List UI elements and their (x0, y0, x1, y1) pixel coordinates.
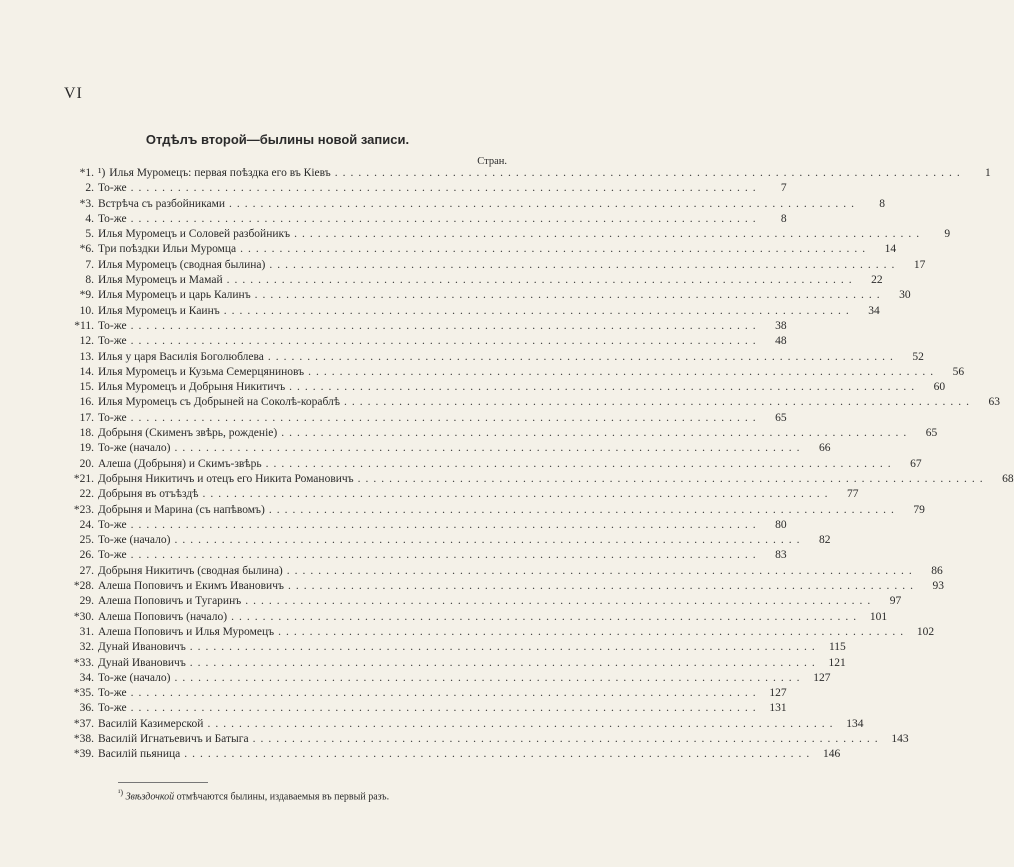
leader-dots: ................................................................................ (308, 365, 939, 378)
entry-page: 127 (769, 687, 787, 700)
entry-page: 134 (846, 717, 864, 730)
leader-dots: ................................................................................ (281, 427, 912, 440)
entry-page: 101 (869, 610, 888, 623)
entry-number: 7. (85, 258, 94, 271)
entry-title (94, 610, 227, 625)
entry-title-text: Илья Муромецъ и Каинъ (98, 304, 220, 317)
entry-page: 82 (818, 534, 831, 547)
entry-title (94, 472, 354, 487)
entry-page: 80 (775, 518, 787, 531)
toc-row (66, 304, 880, 319)
entry-number: 5. (85, 228, 94, 241)
entry-title (94, 579, 284, 594)
entry-page: 93 (932, 580, 944, 593)
entry-title (94, 671, 170, 686)
section-title: Отдѣлъ второй—былины новой записи. (145, 132, 410, 147)
leader-dots: ................................................................................ (240, 243, 871, 256)
entry-title (94, 518, 127, 533)
toc-row (66, 579, 944, 594)
entry-page: 38 (775, 319, 787, 332)
entry-title-text: Добрыня Никитичъ и отецъ его Никита Романовичъ (98, 472, 354, 485)
entry-number: 8. (85, 274, 94, 287)
toc-row (66, 166, 991, 181)
entry-number: *28. (73, 580, 94, 593)
entry-title-text: То-же (начало) (98, 534, 171, 547)
entry-title (94, 166, 331, 181)
entry-title (94, 747, 180, 762)
entry-title-text: Василій пьяница (98, 748, 181, 761)
entry-title (94, 365, 304, 380)
toc-row (66, 181, 787, 196)
toc-row (66, 197, 886, 212)
entry-title-text: То-же (98, 518, 127, 531)
entry-page: 97 (889, 595, 902, 608)
entry-page: 66 (818, 442, 831, 455)
entry-number: 29. (79, 595, 94, 608)
entry-title (94, 717, 203, 732)
toc-row (66, 242, 897, 257)
entry-number: *37. (73, 717, 94, 730)
entry-page: 115 (828, 641, 846, 654)
entry-title (94, 564, 283, 579)
entry-number: 17. (79, 411, 94, 424)
entry-title-text: Алеша Поповичъ и Тугаринъ (98, 595, 242, 608)
entry-title (94, 395, 340, 410)
leader-dots: ................................................................................ (174, 671, 805, 684)
entry-page: 102 (916, 625, 935, 638)
toc-row (66, 625, 935, 640)
leader-dots: ................................................................................ (130, 212, 761, 225)
entry-title-text: То-же (98, 687, 127, 700)
entry-number: 2. (85, 182, 94, 195)
leader-dots: ................................................................................ (229, 197, 860, 210)
leader-dots: ................................................................................ (184, 748, 815, 761)
entry-number: 18. (79, 427, 94, 440)
entry-page: 14 (884, 243, 897, 256)
entry-title (94, 656, 186, 671)
entry-page: 146 (823, 748, 841, 761)
toc-row (66, 273, 883, 288)
entry-title-text: Добрыня (Скименъ звѣрь, рожденіе) (98, 427, 278, 440)
leader-dots: ................................................................................ (130, 702, 761, 715)
entry-number: *35. (73, 687, 94, 700)
entry-number: 12. (79, 335, 94, 348)
entry-title-text: Илья Муромецъ и царь Калинъ (98, 289, 251, 302)
entry-number: 32. (79, 641, 94, 654)
footnote-text: отмѣчаются былины, издаваемыя въ первый разъ. (174, 791, 390, 803)
entry-page: 48 (775, 335, 787, 348)
entry-title (94, 258, 265, 273)
entry-title (94, 288, 251, 303)
entry-title-text: Алеша Поповичъ и Екимъ Ивановичъ (98, 580, 284, 593)
entry-page: 17 (913, 258, 926, 271)
entry-number: 27. (79, 564, 94, 577)
entry-title (94, 441, 170, 456)
entry-number: 31. (79, 625, 94, 638)
entry-title-text: То-же (98, 411, 127, 424)
entry-title (94, 548, 127, 563)
entry-title-text: То-же (98, 702, 127, 715)
leader-dots: ................................................................................ (202, 488, 833, 501)
entry-title (94, 242, 236, 257)
leader-dots: ................................................................................ (207, 717, 838, 730)
entry-title (94, 197, 225, 212)
entry-title (94, 533, 170, 548)
entry-title-text: Встрѣча съ разбойниками (98, 197, 226, 210)
entry-title-text: Илья Муромецъ (сводная былина) (98, 258, 266, 271)
entry-number: 15. (79, 381, 94, 394)
entry-title-text: Добрыня въ отъѣздѣ (98, 488, 199, 501)
entry-number: 13. (79, 350, 94, 363)
entry-page: 30 (899, 289, 911, 302)
toc-row (66, 334, 787, 349)
entry-page: 86 (931, 564, 943, 577)
toc-row (66, 564, 943, 579)
leader-dots: ................................................................................ (252, 732, 883, 745)
toc-row (66, 365, 965, 380)
toc-row (66, 503, 925, 518)
toc-row (66, 319, 787, 334)
toc-row (66, 395, 1001, 410)
entry-page: 8 (780, 212, 787, 225)
entry-title (94, 350, 264, 365)
entry-number: *38. (73, 732, 94, 745)
entry-number: 10. (79, 304, 94, 317)
leader-dots: ................................................................................ (294, 228, 925, 241)
toc-row (66, 686, 787, 701)
entry-title (94, 227, 290, 242)
entry-title-text: Илья Муромецъ и Мамай (98, 274, 223, 287)
entry-number: *39. (73, 748, 94, 761)
entry-number: *3. (79, 197, 94, 210)
entry-number: 26. (79, 549, 94, 562)
toc-row (66, 426, 938, 441)
entry-title-text: Василій Игнатьевичъ и Батыга (98, 732, 249, 745)
toc-row (66, 701, 787, 716)
entry-number: *21. (73, 472, 94, 485)
leader-dots: ................................................................................ (130, 687, 761, 700)
entry-title-text: Алеша Поповичъ (начало) (98, 610, 228, 623)
leader-dots: ................................................................................ (268, 503, 899, 516)
entry-title (94, 304, 220, 319)
entry-page: 52 (912, 350, 924, 363)
entry-title (94, 273, 223, 288)
entry-title-text: Дунай Ивановичъ (98, 641, 186, 654)
leader-dots: ................................................................................ (286, 564, 917, 577)
entry-number: 4. (85, 212, 94, 225)
entry-title (94, 380, 285, 395)
entry-title-text: То-же (начало) (98, 671, 171, 684)
leader-dots: ................................................................................ (174, 442, 805, 455)
entry-title (94, 503, 265, 518)
footnote-ref: ¹) (98, 167, 106, 179)
leader-dots: ................................................................................ (334, 167, 965, 179)
entry-number: *23. (73, 503, 94, 516)
entry-title-text: Дунай Ивановичъ (98, 656, 186, 669)
entry-number: 22. (79, 488, 94, 501)
toc-row (66, 472, 1014, 487)
leader-dots: ................................................................................ (357, 472, 988, 485)
leader-dots: ................................................................................ (287, 580, 918, 593)
leader-dots: ................................................................................ (130, 182, 761, 195)
leader-dots: ................................................................................ (226, 274, 857, 287)
entry-title-text: Илья Муромецъ: первая поѣздка его въ Кіевъ (109, 167, 331, 179)
leader-dots: ................................................................................ (130, 518, 761, 531)
entry-page: 67 (910, 457, 922, 470)
entry-title (94, 334, 127, 349)
leader-dots: ................................................................................ (130, 411, 761, 424)
entry-title-text: То-же (98, 549, 127, 562)
entry-page: 83 (775, 549, 787, 562)
entry-page: 121 (828, 656, 846, 669)
entry-title-text: Илья Муромецъ съ Добрыней на Соколѣ-кораблѣ (98, 396, 341, 409)
leader-dots: ................................................................................ (267, 350, 898, 363)
entry-title (94, 701, 127, 716)
entry-title-text: Алеша Поповичъ и Илья Муромецъ (98, 625, 275, 638)
entry-page: 127 (813, 671, 831, 684)
entry-number: *1. (79, 167, 94, 179)
toc-row (66, 548, 787, 563)
entry-title (94, 594, 241, 609)
leader-dots: ................................................................................ (174, 534, 805, 547)
leader-dots: ................................................................................ (130, 335, 761, 348)
toc-row (66, 288, 911, 303)
toc-row (66, 732, 909, 747)
toc-row (66, 227, 951, 242)
page-number: VI (64, 85, 83, 102)
entry-title-text: Три поѣздки Ильи Муромца (98, 243, 237, 256)
toc-row (66, 717, 864, 732)
entry-title-text: То-же (начало) (98, 442, 171, 455)
entry-page: 22 (871, 274, 883, 287)
leader-dots: ................................................................................ (344, 396, 975, 409)
entry-title-text: То-же (98, 212, 127, 225)
entry-page: 77 (846, 488, 859, 501)
entry-title-text: Илья Муромецъ и Добрыня Никитичъ (98, 381, 286, 394)
footnote-rule (118, 782, 208, 783)
entry-page: 56 (952, 365, 965, 378)
entry-page: 143 (891, 732, 909, 745)
entry-title (94, 426, 277, 441)
entry-number: 14. (79, 365, 94, 378)
entry-title (94, 487, 198, 502)
footnote-italic: Звѣздочкой (125, 791, 175, 803)
leader-dots: ................................................................................ (278, 625, 909, 638)
entry-title (94, 319, 127, 334)
entry-title (94, 625, 274, 640)
leader-dots: ................................................................................ (223, 304, 854, 317)
page-column-header: Стран. (477, 156, 507, 167)
entry-page: 9 (944, 228, 951, 241)
entry-page: 1 (984, 167, 991, 179)
entry-title (94, 457, 262, 472)
entry-page: 63 (988, 396, 1001, 409)
leader-dots: ................................................................................ (245, 595, 876, 608)
leader-dots: ................................................................................ (130, 549, 761, 562)
entry-title-text: То-же (98, 182, 127, 195)
leader-dots: ................................................................................ (269, 258, 900, 271)
entry-number: *11. (74, 319, 94, 332)
entry-number: *33. (73, 656, 94, 669)
entry-page: 79 (913, 503, 925, 516)
toc-row (66, 656, 846, 671)
toc-row (66, 212, 787, 227)
toc-row (66, 258, 926, 273)
toc-row (66, 411, 787, 426)
toc-row (66, 533, 831, 548)
toc-row (66, 350, 924, 365)
entry-number: 24. (79, 518, 94, 531)
entry-title (94, 212, 127, 227)
toc-row (66, 487, 859, 502)
entry-number: 19. (79, 442, 94, 455)
leader-dots: ................................................................................ (189, 641, 820, 654)
entry-title (94, 640, 186, 655)
entry-title-text: Илья Муромецъ и Соловей разбойникъ (98, 228, 291, 241)
entry-number: 25. (79, 534, 94, 547)
entry-title-text: Илья у царя Василія Боголюблева (98, 350, 264, 363)
leader-dots: ................................................................................ (130, 319, 761, 332)
entry-number: 36. (79, 702, 94, 715)
toc-row (66, 518, 787, 533)
entry-page: 34 (868, 304, 880, 317)
entry-title-text: Добрыня и Марина (съ напѣвомъ) (98, 503, 265, 516)
footnote (118, 788, 389, 802)
entry-title-text: Алеша (Добрыня) и Скимъ-звѣрь (98, 457, 262, 470)
entry-number: 20. (79, 457, 94, 470)
leader-dots: ................................................................................ (189, 656, 820, 669)
entry-number: 34. (79, 671, 94, 684)
entry-page: 65 (925, 427, 938, 440)
entry-title (94, 181, 127, 196)
toc-row (66, 380, 946, 395)
entry-title-text: Добрыня Никитичъ (сводная былина) (98, 564, 283, 577)
entry-title-text: То-же (98, 335, 127, 348)
entry-number: *9. (79, 289, 94, 302)
entry-title (94, 411, 127, 426)
leader-dots: ................................................................................ (231, 610, 862, 623)
entry-title-text: Илья Муромецъ и Кузьма Семерцяниновъ (98, 365, 305, 378)
entry-title (94, 732, 249, 747)
entry-number: 16. (79, 396, 94, 409)
entry-page: 8 (879, 197, 886, 210)
entry-number: *6. (79, 243, 94, 256)
footnote-mark: ¹) (118, 788, 124, 797)
entry-title-text: То-же (98, 319, 127, 332)
entry-title (94, 686, 127, 701)
entry-number: *30. (73, 610, 94, 623)
table-of-contents (66, 166, 1014, 763)
entry-page: 60 (933, 381, 946, 394)
entry-page: 68 (1002, 472, 1014, 485)
toc-row (66, 441, 831, 456)
toc-row (66, 640, 846, 655)
leader-dots: ................................................................................ (254, 289, 885, 302)
leader-dots: ................................................................................ (289, 381, 920, 394)
entry-page: 131 (769, 702, 787, 715)
toc-row (66, 457, 922, 472)
toc-row (66, 747, 841, 762)
entry-title-text: Василій Казимерской (98, 717, 204, 730)
toc-row (66, 594, 902, 609)
toc-row (66, 671, 831, 686)
leader-dots: ................................................................................ (265, 457, 896, 470)
toc-row (66, 610, 888, 625)
entry-page: 7 (780, 182, 787, 195)
entry-page: 65 (775, 411, 787, 424)
